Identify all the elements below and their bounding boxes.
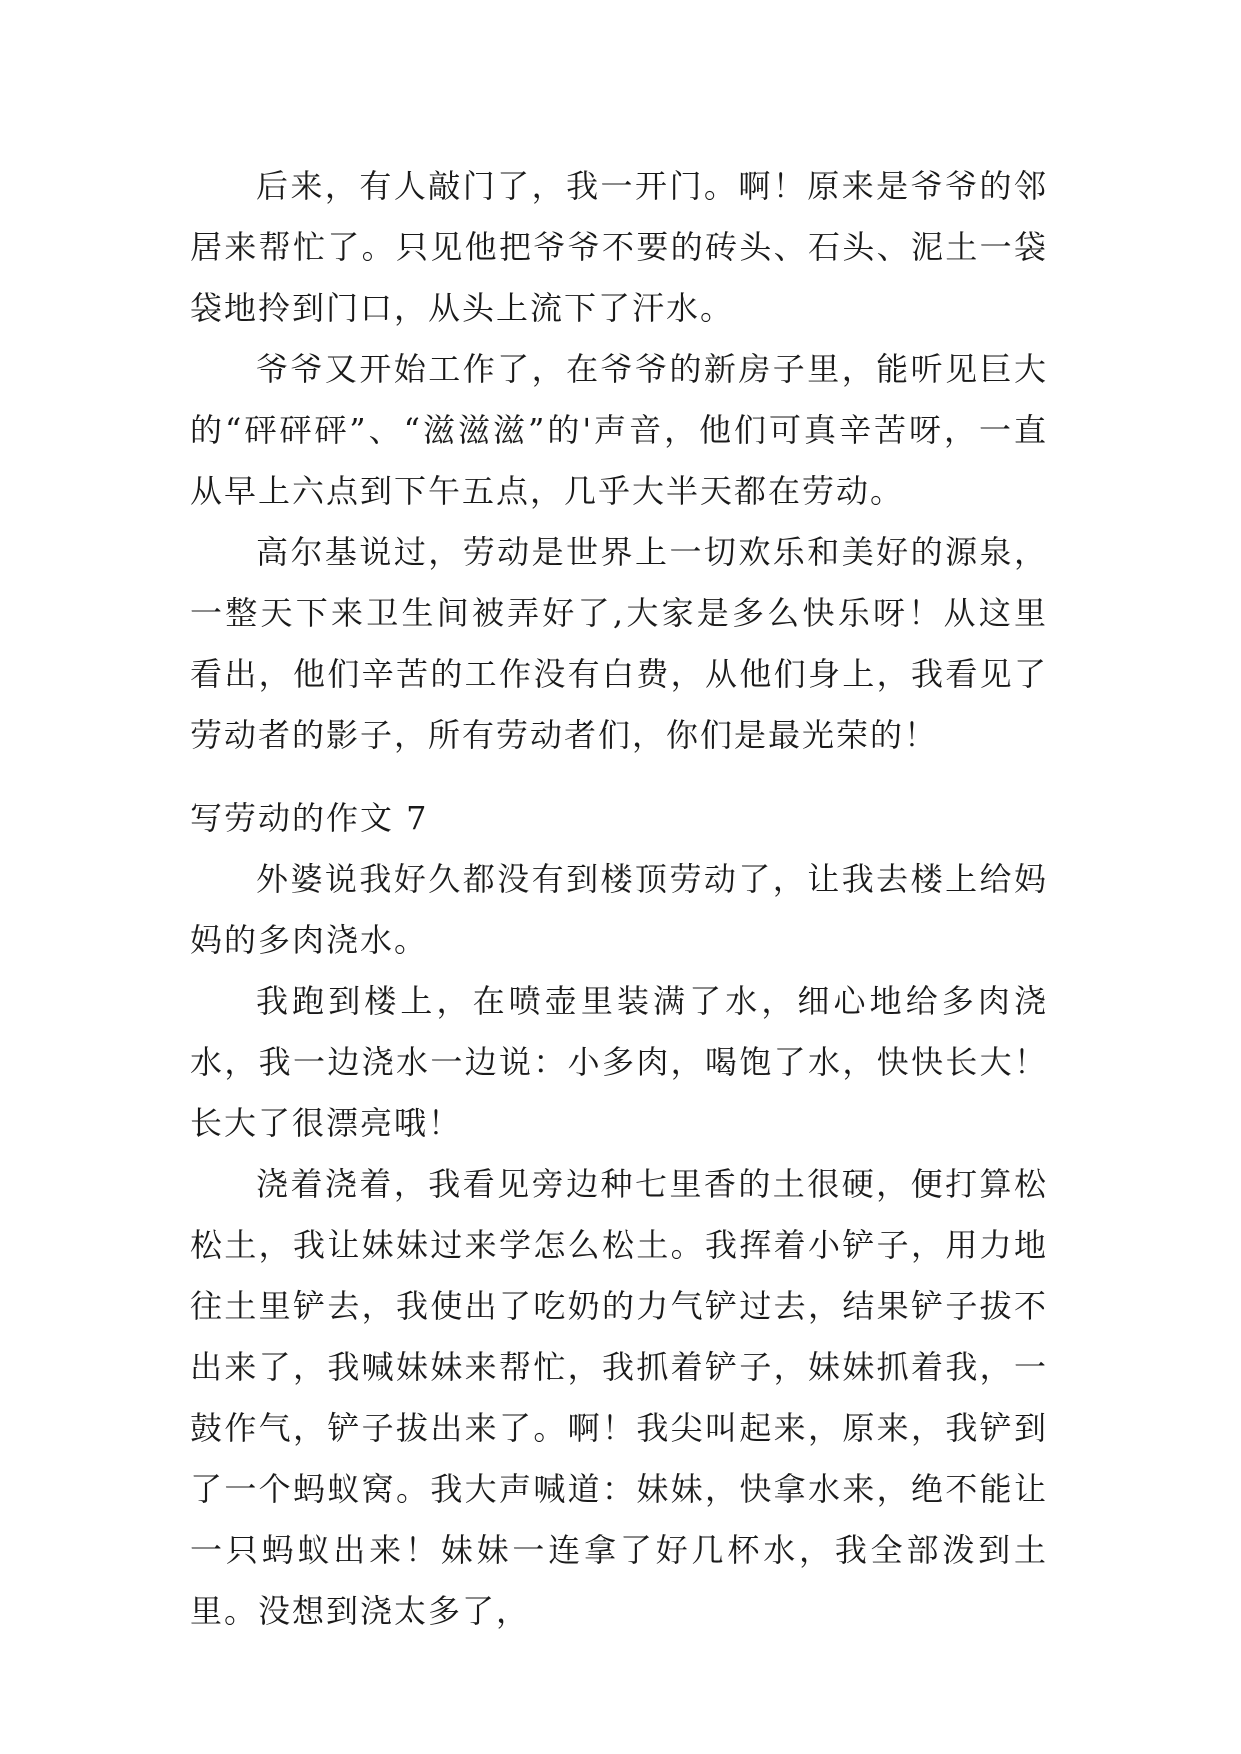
- paragraph: 爷爷又开始工作了，在爷爷的新房子里，能听见巨大的“砰砰砰”、“滋滋滋”的'声音，他们可真辛苦呀，一直从早上六点到下午五点，几乎大半天都在劳动。: [190, 350, 1048, 510]
- paragraph: 外婆说我好久都没有到楼顶劳动了，让我去楼上给妈妈的多肉浇水。: [190, 860, 1048, 959]
- section-title: 写劳动的作文 7: [190, 799, 429, 837]
- paragraph: 浇着浇着，我看见旁边种七里香的土很硬，便打算松松土，我让妹妹过来学怎么松土。我挥着小铲子，用力地往土里铲去，我使出了吃奶的力气铲过去，结果铲子拔不出来了，我喊妹妹来帮忙，我抓着铲子，妹妹抓着我，一鼓作气，铲子拔出来了。啊！我尖叫起来，原来，我铲到了一个蚂蚁窝。我大声喊道：妹妹，快拿水来，绝不能让一只蚂蚁出来！妹妹一连拿了好几杯水，我全部泼到土里。没想到浇太多了，: [190, 1165, 1048, 1630]
- paragraph: 高尔基说过，劳动是世界上一切欢乐和美好的源泉，一整天下来卫生间被弄好了,大家是多么快乐呀！从这里看出，他们辛苦的工作没有白费，从他们身上，我看见了劳动者的影子，所有劳动者们，你们是最光荣的！: [190, 533, 1048, 754]
- essay-continuation: [190, 156, 1048, 766]
- paragraph: 后来，有人敲门了，我一开门。啊！原来是爷爷的邻居来帮忙了。只见他把爷爷不要的砖头、石头、泥土一袋袋地拎到门口，从头上流下了汗水。: [190, 167, 1048, 327]
- paragraph: 我跑到楼上，在喷壶里装满了水，细心地给多肉浇水，我一边浇水一边说：小多肉，喝饱了水，快快长大！长大了很漂亮哦！: [190, 982, 1048, 1142]
- essay-7: [190, 788, 1048, 1642]
